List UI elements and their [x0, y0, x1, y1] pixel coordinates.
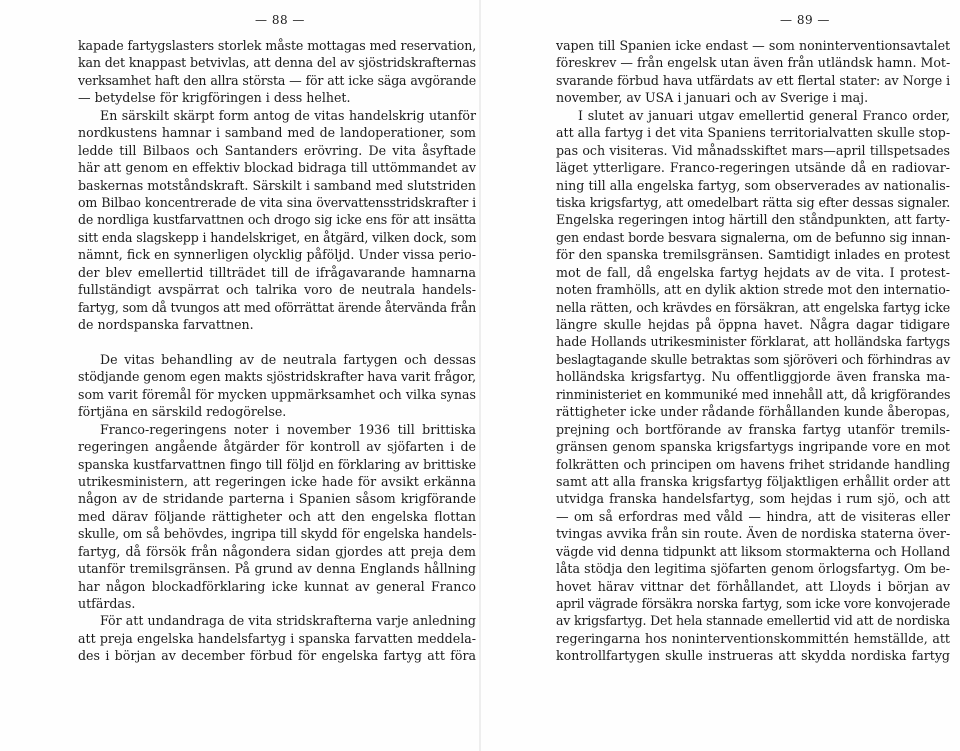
text-line: rättigheter icke under rådande förhållanden kunde åberopas, — [556, 404, 950, 420]
text-line: skulle, om så behövdes, ingripa till skydd för engelska handels- — [78, 526, 477, 542]
text-line: noten framhölls, att en dylik aktion strede mot den internatio- — [556, 282, 950, 298]
text-line: utanför tremilsgränsen. På grund av denna Englands hållning — [78, 561, 476, 577]
text-line: beslagtagande skulle betraktas som sjöröveri och förhindras av — [556, 351, 950, 367]
text-line: gränsen genom spanska krigsfartygs ingripande vore en mot — [556, 439, 950, 455]
text-line: baskernas motståndskraft. Särskilt i samband med slutstriden — [78, 177, 476, 193]
text-line: der blev emellertid tillträdet till de ifrågavarande hamnarna — [78, 264, 476, 280]
text-line: november, av USA i januari och av Sverige i maj. — [556, 90, 869, 106]
text-line: — betydelse för krigföringen i dess helhet. — [78, 90, 351, 106]
left-page-body — [78, 37, 476, 665]
right-page — [480, 0, 960, 751]
text-line: vapen till Spanien icke endast — som noninterventionsavtalet — [556, 38, 950, 53]
text-line: har någon blockadförklaring icke kunnat av general Franco — [78, 578, 476, 594]
text-line: med därav följande rättigheter och att den engelska flottan — [78, 508, 476, 524]
page-number-left: — 88 — — [255, 13, 305, 27]
text-line: låta stödja den legitima sjöfarten genom örlogsfartyg. Om be- — [556, 561, 950, 577]
text-line: nella rätten, och krävdes en försäkran, att engelska fartyg icke — [556, 299, 950, 315]
text-line: sitt enda slagskepp i handelskriget, en åtgärd, vilken dock, som — [78, 229, 477, 245]
text-line: hovet härav vittnar det förhållandet, att Lloyds i början av — [556, 578, 950, 594]
text-line: hade Hollands utrikesminister förklarat, att holländska fartygs — [556, 334, 950, 350]
text-line: regeringen angående åtgärder för kontroll av sjöfarten i de — [78, 439, 476, 455]
text-line: vägde vid denna tidpunkt att liksom stormakterna och Holland — [556, 543, 950, 559]
text-line: spanska kustfarvattnen fingo till följd en förklaring av brittiske — [78, 456, 476, 472]
text-line: någon av de stridande parterna i Spanien såsom krigförande — [78, 491, 476, 507]
text-line: april vägrade försäkra norska fartyg, som icke vore konvojerade — [556, 596, 950, 611]
text-line: ledde till Bilbaos och Santanders erövring. De vita åsyftade — [78, 142, 476, 158]
text-line: fartyg, då försök från någondera sidan gjordes att preja dem — [78, 543, 476, 559]
text-line: av krigsfartyg. Det hela stannade emellertid vid att de nordiska — [556, 613, 950, 629]
text-line: regeringarna hos noninterventionskommittén hemställde, att — [556, 630, 950, 646]
text-line: nordkustens hamnar i samband med de landoperationer, som — [78, 125, 476, 141]
text-line: att preja engelska handelsfartyg i spanska farvatten meddela- — [78, 630, 476, 646]
text-line: folkrätten och principen om havens frihet stridande handling — [556, 456, 950, 472]
text-line: här att genom en effektiv blockad bidraga till uttömmandet av — [78, 160, 476, 176]
text-line: De vitas behandling av de neutrala fartygen och dessas — [100, 351, 476, 367]
text-line: tiska krigsfartyg, att omedelbart rätta sig efter dessas signaler. — [556, 194, 950, 210]
text-line: nämnt, fick en synnerligen olycklig påföljd. Under vissa perio- — [78, 247, 476, 263]
text-line: Engelska regeringen intog härtill den ståndpunkten, att farty- — [556, 212, 950, 228]
text-line: förtjäna en särskild redogörelse. — [78, 404, 287, 420]
text-line: svarande förbud hava utfärdats av ett flertal stater: av Norge i — [556, 72, 950, 88]
right-page-body — [556, 37, 950, 665]
text-line: gen endast borde besvara signalerna, om de befunno sig innan- — [556, 229, 950, 245]
text-line: holländska krigsfartyg. Nu offentliggjorde även franska ma- — [556, 369, 950, 385]
text-line: kontrollfartygen skulle instrueras att skydda nordiska fartyg — [556, 648, 950, 664]
text-line: läget ytterligare. Franco-regeringen utsände då en radiovar- — [556, 160, 950, 176]
text-line: — om så erfordras med våld — hindra, att de visiteras eller — [556, 508, 950, 524]
text-line: rinministeriet en kommuniké med innehåll att, då krigförandes — [556, 386, 951, 402]
text-line: des i början av december förbud för engelska fartyg att föra — [78, 648, 476, 664]
page-number-right: — 89 — — [780, 13, 830, 27]
text-line: ning till alla engelska fartyg, som observerades av nationalis- — [556, 177, 950, 193]
text-line: som varit föremål för mycken uppmärksamhet och vilka synas — [78, 386, 476, 402]
text-line: de nordspanska farvattnen. — [78, 317, 254, 332]
text-line: tvingas avvika från sin route. Även de nordiska staterna över- — [556, 526, 951, 542]
text-line: om Bilbao koncentrerade de vita sina övervattensstridskrafter i — [78, 194, 476, 210]
text-line: Franco-regeringens noter i november 1936 till brittiska — [100, 421, 476, 437]
text-line: att alla fartyg i det vita Spaniens territorialvatten skulle stop- — [556, 125, 951, 141]
text-line: En särskilt skärpt form antog de vitas handelskrig utanför — [100, 107, 476, 123]
text-line: föreskrev — från engelsk utan även från utländsk hamn. Mot- — [556, 55, 951, 71]
text-line: verksamhet haft den allra största — för att icke säga avgörande — [78, 72, 476, 88]
text-line: stödjande genom egen makts sjöstridskrafter hava varit frågor, — [78, 369, 476, 385]
text-line: fartyg, som då tvungos att med oförrättat ärende återvända från — [78, 299, 476, 315]
paragraph-gap — [78, 333, 476, 350]
text-line: kapade fartygslasters storlek måste mottagas med reservation, — [78, 38, 477, 53]
text-line: kan det knappast betvivlas, att denna del av sjöstridskrafternas — [78, 55, 476, 71]
text-line: utrikesministern, att regeringen icke hade för avsikt erkänna — [78, 473, 476, 489]
text-line: mot de fall, då engelska fartyg hejdats av de vita. I protest- — [556, 264, 950, 280]
text-line: längre skulle hejdas på öppna havet. Några dagar tidigare — [556, 317, 950, 332]
text-line: utvidga franska handelsfartyg, som hejdas i rum sjö, och att — [556, 491, 950, 507]
text-line: fullständigt avspärrat och talrika voro de neutrala handels- — [78, 282, 476, 298]
text-line: pas och visiteras. Vid månadsskiftet mars—april tillspetsades — [556, 142, 950, 158]
text-line: utfärdas. — [78, 596, 136, 611]
text-line: de nordliga kustfarvattnen och drogo sig icke ens för att insätta — [78, 212, 476, 228]
text-line: För att undandraga de vita stridskrafterna varje anledning — [100, 613, 476, 629]
text-line: samt att alla franska krigsfartyg följaktligen erhållit order att — [556, 473, 950, 489]
text-line: I slutet av januari utgav emellertid general Franco order, — [578, 107, 950, 123]
text-line: prejning och bortförande av franska fartyg utanför tremils- — [556, 421, 950, 437]
text-line: för den spanska tremilsgränsen. Samtidigt inlades en protest — [556, 247, 950, 263]
